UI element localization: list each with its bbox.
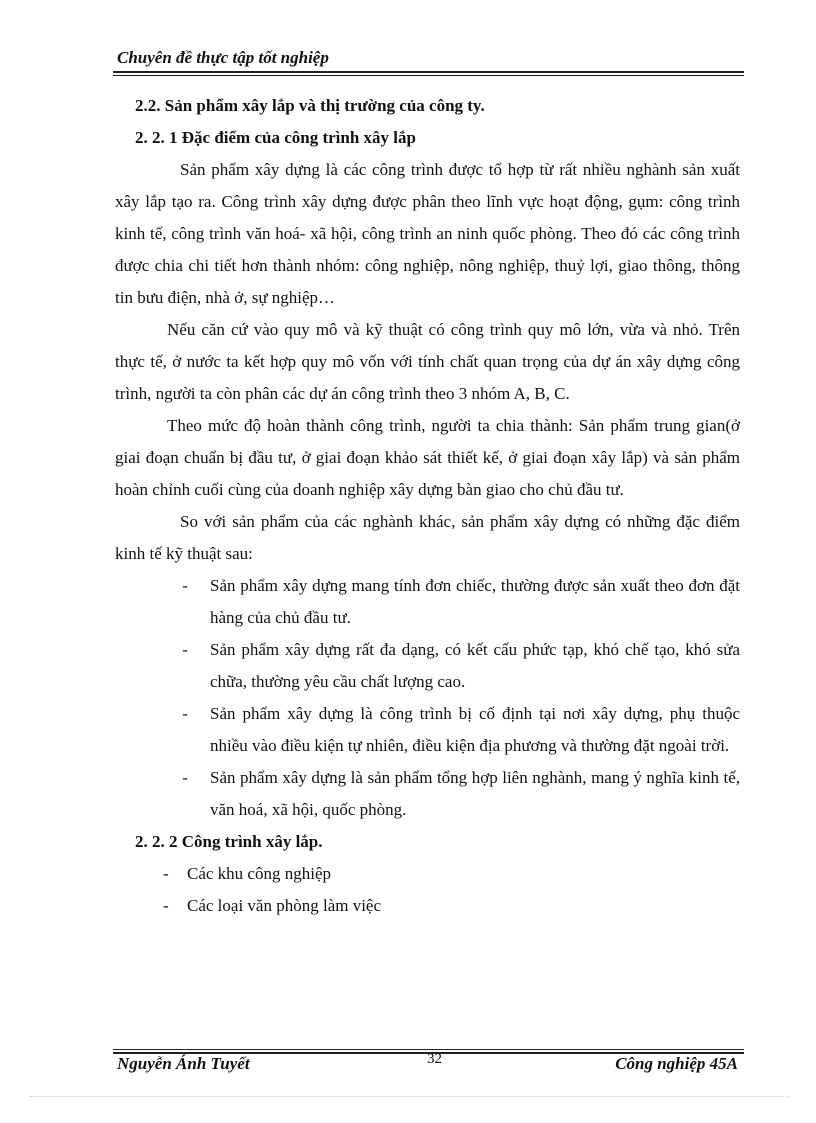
bullet-dash: - [163,896,169,915]
section-heading-2-2-2: 2. 2. 2 Công trình xây lắp. [135,832,323,851]
list-item [160,634,740,698]
paragraph-product-overview: Sản phẩm xây dựng là các công trình được tổ hợp từ rất nhiều nghành sản xuất xây lắp tạo ra. Công trình xây dựng được phân theo lĩnh vực hoạt động, gụm: công trình kinh tế, công trình văn hoá- xã hội, công trình an ninh quốc phòng. Theo đó các công trình được chia chi tiết hơn thành nhóm: công nghiệp, nông nghiệp, thuỷ lợi, giao thông, thông tin bưu điện, nhà ở, sự nghiệp… [115,160,740,307]
list-item [160,570,740,634]
paragraph-characteristics-intro: So với sản phẩm của các nghành khác, sản phẩm xây dựng có những đặc điểm kinh tế kỹ thuật sau: [115,512,740,563]
bullet-dash: - [182,704,188,723]
section-heading-2-2: 2.2. Sản phẩm xây lắp và thị trường của công ty. [135,96,485,115]
bullet-dash: - [182,640,188,659]
page-break-dotted-line [30,1096,790,1097]
header-rule-thin [113,75,744,76]
list-item-text: Các loại văn phòng làm việc [187,896,382,915]
document-body [115,90,740,922]
footer-class: Công nghiệp 45A [615,1054,738,1073]
list-item-text: Sản phẩm xây dựng rất đa dạng, có kết cấu phức tạp, khó chế tạo, khó sửa chữa, thường yêu cầu chất lượng cao. [210,640,740,691]
list-item [160,762,740,826]
bullet-dash: - [182,768,188,787]
list-item [163,858,740,890]
page-number: 32 [427,1051,442,1067]
paragraph-scale: Nếu căn cứ vào quy mô và kỹ thuật có công trình quy mô lớn, vừa và nhỏ. Trên thực tế, ở nước ta kết hợp quy mô vốn với tính chất quan trọng của dự án xây dựng công trình, người ta còn phân các dự án công trình theo 3 nhóm A, B, C. [115,320,740,403]
list-item-text: Sản phẩm xây dựng là công trình bị cố định tại nơi xây dựng, phụ thuộc nhiều vào điều kiện tự nhiên, điều kiện địa phương và thường đặt ngoài trời. [210,704,740,755]
list-item [163,890,740,922]
bullet-dash: - [182,576,188,595]
footer-rule-thin [113,1049,744,1050]
paragraph-completion-level: Theo mức độ hoàn thành công trình, người ta chia thành: Sản phẩm trung gian(ở giai đoạn chuẩn bị đầu tư, ở giai đoạn khảo sát thiết kế, ở giai đoạn xây lắp) và sản phẩm hoàn chỉnh cuối cùng của doanh nghiệp xây dựng bàn giao cho chủ đầu tư. [115,416,740,499]
list-item [160,698,740,762]
section-heading-2-2-1: 2. 2. 1 Đặc điểm của công trình xây lắp [135,128,416,147]
page-header-title: Chuyên đề thực tập tốt nghiệp [117,48,329,67]
footer-author: Nguyễn Ánh Tuyết [117,1054,250,1073]
list-item-text: Sản phẩm xây dựng là sản phẩm tổng hợp liên nghành, mang ý nghĩa kinh tế, văn hoá, xã hội, quốc phòng. [210,768,740,819]
list-item-text: Sản phẩm xây dựng mang tính đơn chiếc, thường được sản xuất theo đơn đặt hàng của chủ đầu tư. [210,576,740,627]
list-item-text: Các khu công nghiệp [187,864,331,883]
bullet-dash: - [163,864,169,883]
header-rule-thick [113,71,744,73]
